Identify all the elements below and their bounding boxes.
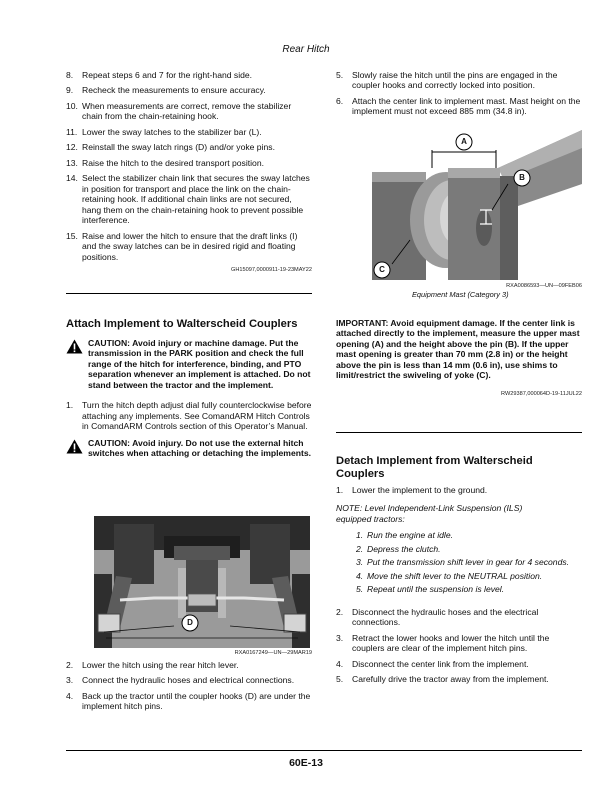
list-item xyxy=(66,660,312,670)
detach-section xyxy=(336,455,582,690)
figure-caption: Equipment Mast (Category 3) xyxy=(412,289,509,299)
callout-b: B xyxy=(519,173,525,182)
list-item xyxy=(336,633,582,654)
hitch-coupler-illustration xyxy=(94,516,310,648)
section-divider xyxy=(336,432,582,433)
step-number: 10. xyxy=(66,100,78,111)
source-id: GH15097,0000911-19-23MAY22 xyxy=(231,267,312,274)
right-column xyxy=(336,70,582,122)
note-intro: NOTE: Level Independent-Link Suspension (ILS) equipped tractors: xyxy=(336,503,523,524)
step-number: 5. xyxy=(336,70,344,80)
mast-figure-meta xyxy=(336,283,582,299)
step-text: Move the shift lever to the NEUTRAL position. xyxy=(367,570,543,581)
source-id: RW29387,000064D-19-11JUL22 xyxy=(501,390,582,397)
step-number: 2. xyxy=(66,659,74,670)
step-text: Turn the hitch depth adjust dial fully counterclockwise before attaching any implements. See ComandARM Hitch Controls in ComandARM Controls section of this Operator’s Manual. xyxy=(82,400,312,432)
warning-icon xyxy=(66,339,83,356)
list-item xyxy=(66,85,312,95)
equipment-mast-figure xyxy=(368,128,582,282)
important-text: IMPORTANT: Avoid equipment damage. If the center link is attached directly to the implement, measure the upper mast opening (A) and the height above the pin (B). If the upper mast opening is greater than 70 mm (2.8 in) or the height above the pin is less than 14 mm (0.6 in), use shims to limit/restrict the swiveling of yoke (C). xyxy=(336,318,580,381)
callout-a: A xyxy=(461,137,467,146)
caution-text: CAUTION: Avoid injury or machine damage. Put the transmission in the PARK position and check the full range of the hitch for interference, binding, and PTO separation whenever an implement is attached. Do not stand between the tractor and the implement. xyxy=(88,337,311,390)
list-item xyxy=(356,584,582,594)
page-number: 60E-13 xyxy=(289,757,323,769)
step-number: 8. xyxy=(66,70,74,80)
list-item xyxy=(66,142,312,152)
step-number: 3. xyxy=(336,632,344,643)
step-number: 13. xyxy=(66,157,78,168)
step-text: Recheck the measurements to ensure accuracy. xyxy=(82,85,266,96)
list-item xyxy=(66,675,312,685)
equipment-mast-illustration xyxy=(368,128,582,282)
step-number: 3. xyxy=(356,557,364,568)
attach-steps xyxy=(66,650,312,717)
list-item xyxy=(66,158,312,168)
step-number: 6. xyxy=(336,95,344,106)
step-text: Run the engine at idle. xyxy=(367,530,454,541)
step-list-a xyxy=(66,70,312,262)
list-item xyxy=(66,691,312,712)
step-text: Select the stabilizer chain link that secures the sway latches in position for transport and place the link on the chain-retaining hook. If additional chain links are not secured, hang them on the chain-retaining hook to prevent possible interference. xyxy=(82,173,310,226)
step-number: 2. xyxy=(336,606,344,617)
step-text: Disconnect the hydraulic hoses and the electrical connections. xyxy=(352,606,539,628)
list-item xyxy=(66,101,312,122)
step-number: 11. xyxy=(66,126,78,137)
list-item xyxy=(66,400,312,431)
step-number: 1. xyxy=(356,530,364,541)
step-text: When measurements are correct, remove the stabilizer chain from the chain-retaining hook. xyxy=(82,100,292,122)
figure-id: RXA0167249—UN—29MAR19 xyxy=(234,650,312,656)
list-item xyxy=(356,530,582,540)
step-text: Carefully drive the tractor away from the implement. xyxy=(352,674,549,685)
step-text: Reinstall the sway latch rings (D) and/or yoke pins. xyxy=(82,142,275,153)
list-item xyxy=(336,674,582,684)
list-item xyxy=(336,485,582,495)
list-item xyxy=(336,70,582,91)
step-number: 1. xyxy=(66,400,74,411)
step-text: Connect the hydraulic hoses and electrical connections. xyxy=(82,675,295,686)
list-item xyxy=(336,96,582,117)
step-text: Slowly raise the hitch until the pins are engaged in the coupler hooks and correctly locked into position. xyxy=(352,70,558,91)
list-item xyxy=(336,659,582,669)
note-steps xyxy=(336,530,582,594)
step-number: 2. xyxy=(356,543,364,554)
step-text: Lower the hitch using the rear hitch lever. xyxy=(82,659,239,670)
step-text: Lower the sway latches to the stabilizer bar (L). xyxy=(82,126,262,137)
list-item xyxy=(356,571,582,581)
list-item xyxy=(66,231,312,262)
step-number: 9. xyxy=(66,85,74,96)
step-number: 15. xyxy=(66,230,78,241)
running-header: Rear Hitch xyxy=(282,44,330,55)
list-item xyxy=(356,544,582,554)
section-title: Attach Implement to Walterscheid Couplers xyxy=(66,318,298,330)
caution-block xyxy=(66,338,312,390)
list-item xyxy=(66,70,312,80)
list-item xyxy=(66,173,312,225)
step-text: Back up the tractor until the coupler hooks (D) are under the implement hitch pins. xyxy=(82,690,311,712)
step-text: Disconnect the center link from the implement. xyxy=(352,658,529,669)
step-text: Raise and lower the hitch to ensure that the draft links (I) and the sway latches can be in desired rigid and floating positions. xyxy=(82,230,298,262)
list-item xyxy=(66,127,312,137)
step-number: 4. xyxy=(66,690,74,701)
step-number: 12. xyxy=(66,142,78,153)
section-divider xyxy=(66,293,312,294)
step-number: 1. xyxy=(336,484,344,495)
footer-rule xyxy=(66,750,582,751)
step-text: Depress the clutch. xyxy=(367,543,441,554)
caution-block xyxy=(66,438,312,459)
list-item xyxy=(336,607,582,628)
left-column xyxy=(66,70,312,274)
step-number: 5. xyxy=(356,584,364,595)
callout-c: C xyxy=(379,265,385,274)
attach-section xyxy=(66,318,312,463)
step-text: Repeat until the suspension is level. xyxy=(367,584,505,595)
step-number: 3. xyxy=(66,675,74,686)
step-text: Repeat steps 6 and 7 for the right-hand side. xyxy=(82,70,253,80)
figure-id: RXA0086593—UN—09FEB06 xyxy=(506,283,582,289)
step-text: Attach the center link to implement mast. Mast height on the implement must not exceed 885 mm (34.8 in). xyxy=(352,95,581,117)
hitch-coupler-figure xyxy=(94,516,310,648)
step-text: Lower the implement to the ground. xyxy=(352,484,488,495)
callout-d: D xyxy=(187,618,193,627)
list-item xyxy=(356,557,582,567)
caution-text: CAUTION: Avoid injury. Do not use the external hitch switches when attaching or detaching the implements. xyxy=(88,437,312,459)
step-number: 14. xyxy=(66,173,78,184)
important-block xyxy=(336,318,582,398)
step-number: 5. xyxy=(336,674,344,685)
step-number: 4. xyxy=(356,570,364,581)
step-number: 4. xyxy=(336,658,344,669)
step-text: Raise the hitch to the desired transport position. xyxy=(82,157,265,168)
warning-icon xyxy=(66,439,83,456)
section-title: Detach Implement from Walterscheid Couplers xyxy=(336,455,533,480)
step-text: Put the transmission shift lever in gear for 4 seconds. xyxy=(367,557,570,568)
step-text: Retract the lower hooks and lower the hitch until the couplers are clear of the implement hitch pins. xyxy=(352,632,550,654)
